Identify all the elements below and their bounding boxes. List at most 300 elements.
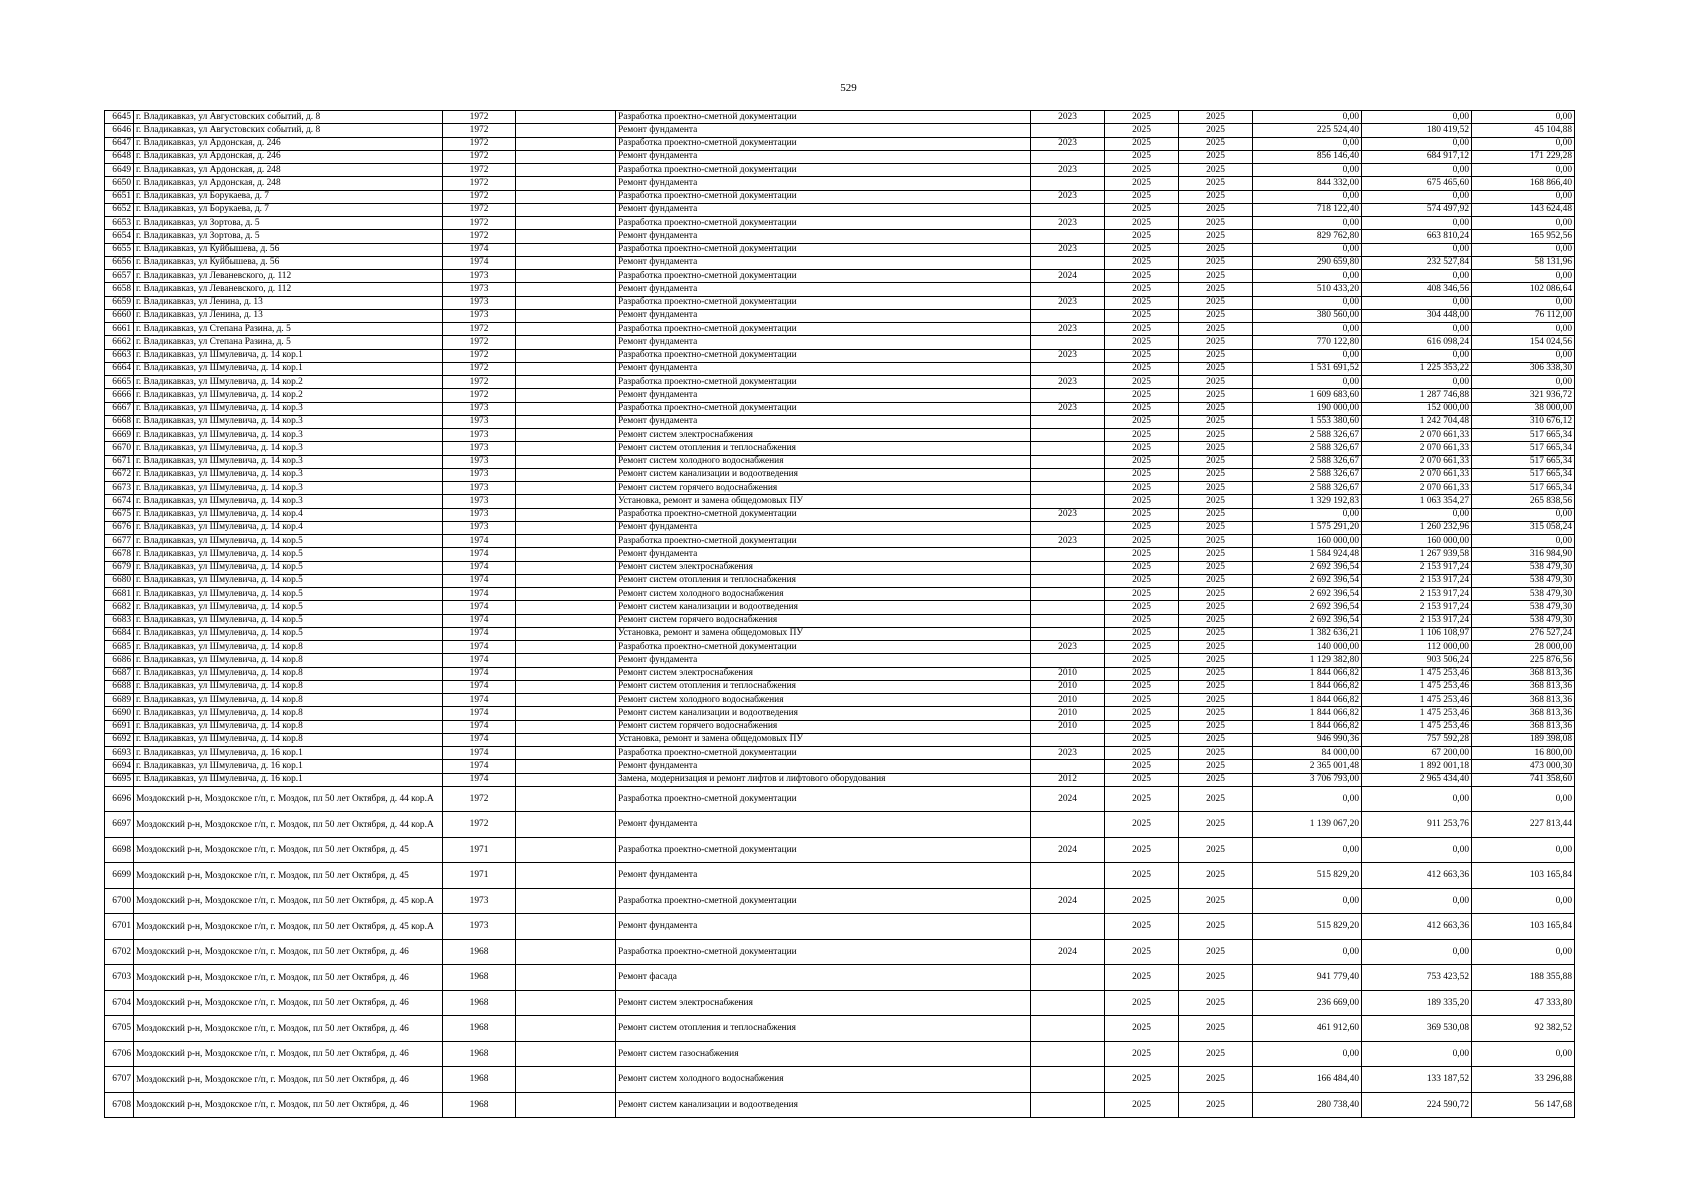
last-repair-year-cell: 2023: [1031, 535, 1105, 548]
blank-cell-cell: [516, 495, 616, 508]
work-type-cell: Ремонт фундамента: [616, 521, 1031, 534]
fund-cost-cell: 369 530,08: [1362, 1016, 1472, 1042]
last-repair-year-cell: 2024: [1031, 270, 1105, 283]
fund-cost-cell: 1 475 253,46: [1362, 720, 1472, 733]
table-row: [105, 389, 1575, 402]
address-cell: г. Владикавказ, ул Шмулевича, д. 14 кор.8: [134, 707, 443, 720]
table-row: [105, 654, 1575, 667]
address-cell: г. Владикавказ, ул Шмулевича, д. 14 кор.8: [134, 667, 443, 680]
blank-cell-cell: [516, 641, 616, 654]
table-row: [105, 203, 1575, 216]
plan-year-start-cell: 2025: [1105, 150, 1179, 163]
plan-year-end-cell: 2025: [1179, 561, 1253, 574]
work-type-cell: Ремонт фундамента: [616, 124, 1031, 137]
last-repair-year-cell: 2010: [1031, 720, 1105, 733]
table-row: [105, 164, 1575, 177]
plan-year-end-cell: 2025: [1179, 482, 1253, 495]
work-type-cell: Разработка проектно-сметной документации: [616, 786, 1031, 812]
build-year-cell: 1974: [443, 243, 516, 256]
row-number-cell: 6649: [105, 164, 134, 177]
last-repair-year-cell: [1031, 1041, 1105, 1067]
work-type-cell: Разработка проектно-сметной документации: [616, 164, 1031, 177]
work-type-cell: Ремонт фундамента: [616, 230, 1031, 243]
table-row: [105, 773, 1575, 786]
total-cost-cell: 461 912,60: [1253, 1016, 1362, 1042]
address-cell: г. Владикавказ, ул Ардонская, д. 246: [134, 150, 443, 163]
total-cost-cell: 0,00: [1253, 323, 1362, 336]
fund-cost-cell: 2 153 917,24: [1362, 588, 1472, 601]
work-type-cell: Ремонт фундамента: [616, 336, 1031, 349]
build-year-cell: 1973: [443, 455, 516, 468]
owner-cost-cell: 0,00: [1472, 837, 1575, 863]
work-type-cell: Замена, модернизация и ремонт лифтов и лифтового оборудования: [616, 773, 1031, 786]
plan-year-end-cell: 2025: [1179, 150, 1253, 163]
table-row: [105, 747, 1575, 760]
address-cell: г. Владикавказ, ул Шмулевича, д. 14 кор.2: [134, 389, 443, 402]
build-year-cell: 1972: [443, 786, 516, 812]
table-row: [105, 707, 1575, 720]
fund-cost-cell: 0,00: [1362, 349, 1472, 362]
owner-cost-cell: 538 479,30: [1472, 561, 1575, 574]
work-type-cell: Разработка проектно-сметной документации: [616, 190, 1031, 203]
plan-year-start-cell: 2025: [1105, 508, 1179, 521]
blank-cell-cell: [516, 389, 616, 402]
total-cost-cell: 1 553 380,60: [1253, 415, 1362, 428]
row-number-cell: 6652: [105, 203, 134, 216]
plan-year-start-cell: 2025: [1105, 747, 1179, 760]
row-number-cell: 6655: [105, 243, 134, 256]
fund-cost-cell: 0,00: [1362, 323, 1472, 336]
work-type-cell: Ремонт фундамента: [616, 203, 1031, 216]
table-row: [105, 812, 1575, 838]
plan-year-start-cell: 2025: [1105, 455, 1179, 468]
blank-cell-cell: [516, 336, 616, 349]
last-repair-year-cell: [1031, 1092, 1105, 1118]
fund-cost-cell: 2 070 661,33: [1362, 429, 1472, 442]
build-year-cell: 1974: [443, 614, 516, 627]
row-number-cell: 6661: [105, 323, 134, 336]
plan-year-end-cell: 2025: [1179, 786, 1253, 812]
last-repair-year-cell: [1031, 548, 1105, 561]
last-repair-year-cell: 2023: [1031, 349, 1105, 362]
row-number-cell: 6700: [105, 888, 134, 914]
fund-cost-cell: 133 187,52: [1362, 1067, 1472, 1093]
last-repair-year-cell: [1031, 990, 1105, 1016]
table-row: [105, 402, 1575, 415]
total-cost-cell: 2 588 326,67: [1253, 455, 1362, 468]
build-year-cell: 1972: [443, 177, 516, 190]
work-type-cell: Ремонт фасада: [616, 965, 1031, 991]
owner-cost-cell: 0,00: [1472, 137, 1575, 150]
plan-year-start-cell: 2025: [1105, 773, 1179, 786]
last-repair-year-cell: 2010: [1031, 680, 1105, 693]
table-row: [105, 667, 1575, 680]
table-row: [105, 349, 1575, 362]
table-body: [105, 111, 1575, 1118]
table-row: [105, 296, 1575, 309]
plan-year-start-cell: 2025: [1105, 863, 1179, 889]
fund-cost-cell: 0,00: [1362, 837, 1472, 863]
blank-cell-cell: [516, 230, 616, 243]
build-year-cell: 1973: [443, 402, 516, 415]
address-cell: Моздокский р-н, Моздокское г/п, г. Моздок, пл 50 лет Октября, д. 46: [134, 965, 443, 991]
total-cost-cell: 844 332,00: [1253, 177, 1362, 190]
table-row: [105, 627, 1575, 640]
last-repair-year-cell: 2023: [1031, 243, 1105, 256]
plan-year-start-cell: 2025: [1105, 574, 1179, 587]
owner-cost-cell: 56 147,68: [1472, 1092, 1575, 1118]
blank-cell-cell: [516, 362, 616, 375]
row-number-cell: 6670: [105, 442, 134, 455]
last-repair-year-cell: [1031, 336, 1105, 349]
total-cost-cell: 380 560,00: [1253, 309, 1362, 322]
work-type-cell: Ремонт систем электроснабжения: [616, 990, 1031, 1016]
fund-cost-cell: 574 497,92: [1362, 203, 1472, 216]
plan-year-start-cell: 2025: [1105, 376, 1179, 389]
plan-year-start-cell: 2025: [1105, 137, 1179, 150]
last-repair-year-cell: [1031, 177, 1105, 190]
address-cell: г. Владикавказ, ул Шмулевича, д. 14 кор.3: [134, 429, 443, 442]
address-cell: г. Владикавказ, ул Шмулевича, д. 14 кор.5: [134, 627, 443, 640]
work-type-cell: Разработка проектно-сметной документации: [616, 243, 1031, 256]
blank-cell-cell: [516, 574, 616, 587]
build-year-cell: 1972: [443, 217, 516, 230]
last-repair-year-cell: [1031, 574, 1105, 587]
blank-cell-cell: [516, 733, 616, 746]
blank-cell-cell: [516, 150, 616, 163]
work-type-cell: Ремонт фундамента: [616, 256, 1031, 269]
blank-cell-cell: [516, 939, 616, 965]
owner-cost-cell: 102 086,64: [1472, 283, 1575, 296]
last-repair-year-cell: 2024: [1031, 939, 1105, 965]
blank-cell-cell: [516, 376, 616, 389]
row-number-cell: 6684: [105, 627, 134, 640]
row-number-cell: 6685: [105, 641, 134, 654]
blank-cell-cell: [516, 888, 616, 914]
blank-cell-cell: [516, 256, 616, 269]
last-repair-year-cell: 2024: [1031, 837, 1105, 863]
plan-year-end-cell: 2025: [1179, 1067, 1253, 1093]
row-number-cell: 6645: [105, 111, 134, 124]
plan-year-start-cell: 2025: [1105, 323, 1179, 336]
owner-cost-cell: 538 479,30: [1472, 601, 1575, 614]
plan-year-end-cell: 2025: [1179, 190, 1253, 203]
work-type-cell: Разработка проектно-сметной документации: [616, 217, 1031, 230]
build-year-cell: 1972: [443, 124, 516, 137]
plan-year-end-cell: 2025: [1179, 863, 1253, 889]
build-year-cell: 1972: [443, 190, 516, 203]
build-year-cell: 1974: [443, 773, 516, 786]
address-cell: г. Владикавказ, ул Зортова, д. 5: [134, 217, 443, 230]
last-repair-year-cell: [1031, 495, 1105, 508]
plan-year-start-cell: 2025: [1105, 588, 1179, 601]
blank-cell-cell: [516, 455, 616, 468]
address-cell: г. Владикавказ, ул Леваневского, д. 112: [134, 270, 443, 283]
owner-cost-cell: 45 104,88: [1472, 124, 1575, 137]
plan-year-end-cell: 2025: [1179, 323, 1253, 336]
plan-year-start-cell: 2025: [1105, 720, 1179, 733]
work-type-cell: Разработка проектно-сметной документации: [616, 402, 1031, 415]
build-year-cell: 1972: [443, 362, 516, 375]
last-repair-year-cell: [1031, 429, 1105, 442]
row-number-cell: 6663: [105, 349, 134, 362]
build-year-cell: 1974: [443, 561, 516, 574]
address-cell: г. Владикавказ, ул Шмулевича, д. 16 кор.1: [134, 760, 443, 773]
table-row: [105, 217, 1575, 230]
total-cost-cell: 0,00: [1253, 837, 1362, 863]
row-number-cell: 6678: [105, 548, 134, 561]
blank-cell-cell: [516, 535, 616, 548]
plan-year-end-cell: 2025: [1179, 627, 1253, 640]
blank-cell-cell: [516, 760, 616, 773]
row-number-cell: 6668: [105, 415, 134, 428]
work-type-cell: Ремонт систем холодного водоснабжения: [616, 588, 1031, 601]
address-cell: г. Владикавказ, ул Борукаева, д. 7: [134, 190, 443, 203]
blank-cell-cell: [516, 442, 616, 455]
plan-year-end-cell: 2025: [1179, 256, 1253, 269]
build-year-cell: 1974: [443, 733, 516, 746]
owner-cost-cell: 0,00: [1472, 217, 1575, 230]
table-row: [105, 111, 1575, 124]
owner-cost-cell: 16 800,00: [1472, 747, 1575, 760]
work-type-cell: Ремонт фундамента: [616, 654, 1031, 667]
plan-year-end-cell: 2025: [1179, 812, 1253, 838]
table-row: [105, 429, 1575, 442]
table-row: [105, 124, 1575, 137]
total-cost-cell: 0,00: [1253, 190, 1362, 203]
fund-cost-cell: 1 475 253,46: [1362, 680, 1472, 693]
address-cell: г. Владикавказ, ул Шмулевича, д. 14 кор.1: [134, 349, 443, 362]
total-cost-cell: 2 692 396,54: [1253, 601, 1362, 614]
blank-cell-cell: [516, 680, 616, 693]
address-cell: г. Владикавказ, ул Шмулевича, д. 14 кор.8: [134, 720, 443, 733]
fund-cost-cell: 412 663,36: [1362, 914, 1472, 940]
total-cost-cell: 280 738,40: [1253, 1092, 1362, 1118]
fund-cost-cell: 2 153 917,24: [1362, 614, 1472, 627]
build-year-cell: 1972: [443, 203, 516, 216]
plan-year-end-cell: 2025: [1179, 720, 1253, 733]
blank-cell-cell: [516, 137, 616, 150]
owner-cost-cell: 0,00: [1472, 164, 1575, 177]
plan-year-start-cell: 2025: [1105, 614, 1179, 627]
address-cell: Моздокский р-н, Моздокское г/п, г. Моздок, пл 50 лет Октября, д. 45: [134, 863, 443, 889]
work-type-cell: Ремонт систем электроснабжения: [616, 429, 1031, 442]
address-cell: г. Владикавказ, ул Ардонская, д. 246: [134, 137, 443, 150]
plan-year-start-cell: 2025: [1105, 203, 1179, 216]
work-type-cell: Ремонт фундамента: [616, 863, 1031, 889]
table-row: [105, 561, 1575, 574]
address-cell: г. Владикавказ, ул Леваневского, д. 112: [134, 283, 443, 296]
build-year-cell: 1972: [443, 336, 516, 349]
table-row: [105, 468, 1575, 481]
plan-year-start-cell: 2025: [1105, 837, 1179, 863]
plan-year-start-cell: 2025: [1105, 190, 1179, 203]
plan-year-start-cell: 2025: [1105, 482, 1179, 495]
blank-cell-cell: [516, 429, 616, 442]
row-number-cell: 6704: [105, 990, 134, 1016]
build-year-cell: 1973: [443, 495, 516, 508]
row-number-cell: 6696: [105, 786, 134, 812]
last-repair-year-cell: [1031, 601, 1105, 614]
fund-cost-cell: 1 267 939,58: [1362, 548, 1472, 561]
address-cell: г. Владикавказ, ул Степана Разина, д. 5: [134, 323, 443, 336]
blank-cell-cell: [516, 720, 616, 733]
table-row: [105, 190, 1575, 203]
total-cost-cell: 856 146,40: [1253, 150, 1362, 163]
fund-cost-cell: 684 917,12: [1362, 150, 1472, 163]
address-cell: Моздокский р-н, Моздокское г/п, г. Моздок, пл 50 лет Октября, д. 46: [134, 990, 443, 1016]
build-year-cell: 1973: [443, 415, 516, 428]
work-type-cell: Ремонт систем канализации и водоотведения: [616, 468, 1031, 481]
row-number-cell: 6647: [105, 137, 134, 150]
plan-year-start-cell: 2025: [1105, 389, 1179, 402]
address-cell: г. Владикавказ, ул Шмулевича, д. 14 кор.5: [134, 601, 443, 614]
plan-year-end-cell: 2025: [1179, 336, 1253, 349]
last-repair-year-cell: 2023: [1031, 402, 1105, 415]
build-year-cell: 1974: [443, 654, 516, 667]
build-year-cell: 1971: [443, 837, 516, 863]
work-type-cell: Разработка проектно-сметной документации: [616, 111, 1031, 124]
fund-cost-cell: 0,00: [1362, 111, 1472, 124]
blank-cell-cell: [516, 694, 616, 707]
owner-cost-cell: 28 000,00: [1472, 641, 1575, 654]
row-number-cell: 6705: [105, 1016, 134, 1042]
total-cost-cell: 1 382 636,21: [1253, 627, 1362, 640]
fund-cost-cell: 903 506,24: [1362, 654, 1472, 667]
plan-year-end-cell: 2025: [1179, 548, 1253, 561]
plan-year-end-cell: 2025: [1179, 694, 1253, 707]
row-number-cell: 6680: [105, 574, 134, 587]
blank-cell-cell: [516, 548, 616, 561]
owner-cost-cell: 368 813,36: [1472, 694, 1575, 707]
address-cell: г. Владикавказ, ул Куйбышева, д. 56: [134, 256, 443, 269]
plan-year-start-cell: 2025: [1105, 442, 1179, 455]
owner-cost-cell: 103 165,84: [1472, 914, 1575, 940]
plan-year-end-cell: 2025: [1179, 680, 1253, 693]
total-cost-cell: 510 433,20: [1253, 283, 1362, 296]
work-type-cell: Ремонт фундамента: [616, 760, 1031, 773]
fund-cost-cell: 189 335,20: [1362, 990, 1472, 1016]
fund-cost-cell: 0,00: [1362, 508, 1472, 521]
table-row: [105, 548, 1575, 561]
owner-cost-cell: 0,00: [1472, 349, 1575, 362]
plan-year-start-cell: 2025: [1105, 694, 1179, 707]
build-year-cell: 1974: [443, 601, 516, 614]
work-type-cell: Разработка проектно-сметной документации: [616, 747, 1031, 760]
work-type-cell: Ремонт систем холодного водоснабжения: [616, 455, 1031, 468]
plan-year-start-cell: 2025: [1105, 680, 1179, 693]
build-year-cell: 1974: [443, 707, 516, 720]
blank-cell-cell: [516, 349, 616, 362]
fund-cost-cell: 304 448,00: [1362, 309, 1472, 322]
plan-year-end-cell: 2025: [1179, 707, 1253, 720]
total-cost-cell: 2 588 326,67: [1253, 468, 1362, 481]
owner-cost-cell: 517 665,34: [1472, 468, 1575, 481]
row-number-cell: 6692: [105, 733, 134, 746]
owner-cost-cell: 165 952,56: [1472, 230, 1575, 243]
plan-year-start-cell: 2025: [1105, 415, 1179, 428]
last-repair-year-cell: [1031, 863, 1105, 889]
address-cell: г. Владикавказ, ул Шмулевича, д. 14 кор.8: [134, 694, 443, 707]
last-repair-year-cell: [1031, 203, 1105, 216]
owner-cost-cell: 0,00: [1472, 296, 1575, 309]
fund-cost-cell: 1 475 253,46: [1362, 667, 1472, 680]
total-cost-cell: 0,00: [1253, 296, 1362, 309]
last-repair-year-cell: 2023: [1031, 323, 1105, 336]
last-repair-year-cell: [1031, 812, 1105, 838]
total-cost-cell: 1 844 066,82: [1253, 694, 1362, 707]
address-cell: г. Владикавказ, ул Шмулевича, д. 14 кор.8: [134, 680, 443, 693]
owner-cost-cell: 0,00: [1472, 243, 1575, 256]
work-type-cell: Ремонт систем холодного водоснабжения: [616, 1067, 1031, 1093]
plan-year-start-cell: 2025: [1105, 124, 1179, 137]
work-type-cell: Ремонт систем канализации и водоотведения: [616, 707, 1031, 720]
blank-cell-cell: [516, 111, 616, 124]
row-number-cell: 6653: [105, 217, 134, 230]
address-cell: г. Владикавказ, ул Шмулевича, д. 14 кор.3: [134, 482, 443, 495]
work-type-cell: Ремонт систем горячего водоснабжения: [616, 614, 1031, 627]
plan-year-end-cell: 2025: [1179, 888, 1253, 914]
table-row: [105, 720, 1575, 733]
work-type-cell: Ремонт фундамента: [616, 415, 1031, 428]
table-row: [105, 990, 1575, 1016]
plan-year-start-cell: 2025: [1105, 707, 1179, 720]
plan-year-end-cell: 2025: [1179, 455, 1253, 468]
plan-year-end-cell: 2025: [1179, 654, 1253, 667]
total-cost-cell: 0,00: [1253, 786, 1362, 812]
row-number-cell: 6687: [105, 667, 134, 680]
table-row: [105, 336, 1575, 349]
table-row: [105, 376, 1575, 389]
plan-year-start-cell: 2025: [1105, 296, 1179, 309]
build-year-cell: 1972: [443, 323, 516, 336]
plan-year-end-cell: 2025: [1179, 362, 1253, 375]
owner-cost-cell: 0,00: [1472, 323, 1575, 336]
blank-cell-cell: [516, 482, 616, 495]
fund-cost-cell: 0,00: [1362, 1041, 1472, 1067]
table-row: [105, 177, 1575, 190]
address-cell: г. Владикавказ, ул Шмулевича, д. 14 кор.2: [134, 376, 443, 389]
work-type-cell: Ремонт систем электроснабжения: [616, 561, 1031, 574]
table-row: [105, 888, 1575, 914]
table-row: [105, 914, 1575, 940]
total-cost-cell: 515 829,20: [1253, 914, 1362, 940]
fund-cost-cell: 2 153 917,24: [1362, 601, 1472, 614]
last-repair-year-cell: 2023: [1031, 190, 1105, 203]
plan-year-end-cell: 2025: [1179, 230, 1253, 243]
total-cost-cell: 2 692 396,54: [1253, 588, 1362, 601]
last-repair-year-cell: [1031, 1016, 1105, 1042]
address-cell: г. Владикавказ, ул Шмулевича, д. 14 кор.5: [134, 574, 443, 587]
last-repair-year-cell: [1031, 733, 1105, 746]
plan-year-start-cell: 2025: [1105, 111, 1179, 124]
work-type-cell: Разработка проектно-сметной документации: [616, 323, 1031, 336]
total-cost-cell: 1 575 291,20: [1253, 521, 1362, 534]
owner-cost-cell: 517 665,34: [1472, 482, 1575, 495]
total-cost-cell: 2 692 396,54: [1253, 574, 1362, 587]
owner-cost-cell: 741 358,60: [1472, 773, 1575, 786]
last-repair-year-cell: [1031, 468, 1105, 481]
build-year-cell: 1974: [443, 588, 516, 601]
owner-cost-cell: 154 024,56: [1472, 336, 1575, 349]
row-number-cell: 6689: [105, 694, 134, 707]
blank-cell-cell: [516, 812, 616, 838]
plan-year-start-cell: 2025: [1105, 309, 1179, 322]
plan-year-end-cell: 2025: [1179, 283, 1253, 296]
plan-year-end-cell: 2025: [1179, 309, 1253, 322]
build-year-cell: 1973: [443, 309, 516, 322]
last-repair-year-cell: 2024: [1031, 888, 1105, 914]
